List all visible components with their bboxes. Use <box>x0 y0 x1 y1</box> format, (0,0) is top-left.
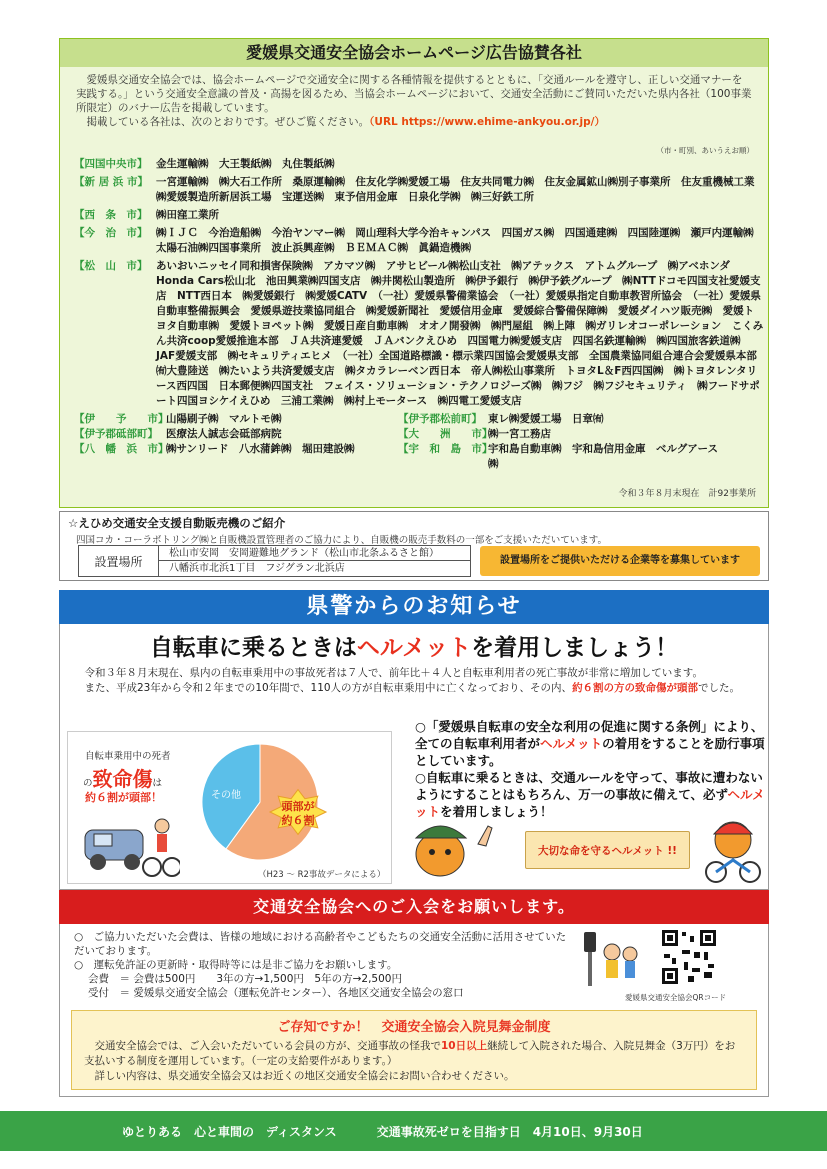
mascot-eye <box>429 849 435 855</box>
headline-part: 自転車に乗るときは <box>149 635 357 661</box>
sponsor-title: 愛媛県交通安全協会ホームページ広告協賛各社 <box>60 39 768 67</box>
bike-wheel <box>143 858 161 876</box>
area-label: 【西 条 市】 <box>74 209 148 221</box>
sponsor-list-note: 掲載している各社は、次のとおりです。ぜひご覧ください。 <box>86 116 370 128</box>
hospital-benefit-title: ご存知ですか！ 交通安全協会入院見舞金制度 <box>277 1020 551 1035</box>
police-banner: 県警からのお知らせ <box>59 590 769 624</box>
area-companies: ㈱ＩＪＣ 今治造船㈱ 今治ヤンマー㈱ 岡山理科大学今治キャンパス 四国ガス㈱ 四国通建㈱ 四国陸運㈱ 瀬戸内運輸㈱ 太陽石油㈱四国事業所 波止浜興産㈱ ＢＥＭＡＣ㈱ 眞鍋造機㈱ <box>156 227 765 254</box>
area-row <box>74 175 764 205</box>
area-row <box>74 226 764 256</box>
slogan-scroll: 大切な命を守るヘルメット !! <box>525 831 690 869</box>
police-mascot-illustration <box>408 814 520 884</box>
area-pair-row <box>74 412 764 427</box>
child-body <box>625 961 635 978</box>
area-label: 【伊予郡松前町】 <box>398 413 482 425</box>
homepage-url-link[interactable]: （URL https://www.ehime-ankyou.or.jp/） <box>369 116 605 128</box>
vending-description: 四国コカ・コーラボトリング㈱と自販機設置管理者のご協力により、自販機の販売手数料の一部をご支援いただいています。 <box>76 535 608 546</box>
hospital-benefit-text: 交通安全協会では、ご入会いただいている会員の方が、交通事故の怪我で10日以上継続して入院された場合、入院見舞金（3万円）をお支払いする制度を運用しています。（一定の支給要件があります。） <box>84 1040 736 1067</box>
sponsor-section <box>59 38 769 508</box>
area-label: 【四国中央市】 <box>74 158 148 170</box>
area-companies: ㈱一宮工務店 <box>488 428 551 440</box>
emphasis-text: 約６割の方の致命傷が頭部 <box>572 682 699 694</box>
notice-item: ○自転車に乗るときは、交通ルールを守って、事故に遭わないようにすることはもちろん、万一の事故に備えて、必ずヘルメットを着用しましょう！ <box>415 770 765 819</box>
car-window <box>94 834 112 846</box>
area-label: 【宇 和 島 市】 <box>398 443 493 455</box>
membership-fee: 会費 ＝ 会費は500円 3年の方→1,500円 5年の方→2,500円 <box>88 973 402 985</box>
bike-wheel <box>163 858 180 876</box>
area-label: 【新 居 浜 市】 <box>74 176 148 188</box>
helmet-mascot-illustration <box>700 816 766 886</box>
vending-place: 松山市安岡 安岡避難地グランド（松山市北条ふるさと館） <box>159 546 470 561</box>
qr-code[interactable] <box>660 928 718 986</box>
area-label: 【今 治 市】 <box>74 227 148 239</box>
child-head <box>623 947 637 961</box>
membership-info <box>74 930 574 1000</box>
mascot-eye <box>445 849 451 855</box>
area-companies: 一宮運輸㈱ ㈱大石工作所 桑原運輸㈱ 住友化学㈱愛媛工場 住友共同電力㈱ 住友金属鉱山㈱別子事業所 住友重機械工業㈱愛媛製造所新居浜工場 宝運送㈱ 東予信用金庫 日泉化学㈱ ㈱三好鉄工所 <box>156 176 755 203</box>
pie-label-head: 頭部が <box>281 800 315 813</box>
pie-chart <box>188 740 338 865</box>
child-head <box>604 944 620 960</box>
area-label: 【八 幡 浜 市】 <box>74 443 169 455</box>
vending-recruit-banner: 設置場所をご提供いただける企業等を募集しています <box>480 546 760 576</box>
area-companies: 東レ㈱愛媛工場 日章㈲ <box>488 413 604 425</box>
pie-source-note: （H23 ～ R2事故データによる） <box>258 870 386 880</box>
area-companies: 医療法人誠志会砥部病院 <box>166 428 282 440</box>
vending-place: 八幡浜市北浜1丁目 フジグラン北浜店 <box>169 563 345 574</box>
pie-label-head-value: 約６割 <box>281 814 315 827</box>
children-crossing-illustration <box>580 928 640 988</box>
traffic-signal <box>584 932 596 952</box>
area-companies: あいおいニッセイ同和損害保険㈱ アカマツ㈱ アサヒビール㈱松山支社 ㈱アテックス アトムグループ ㈱アベホンダHonda Cars松山北 池田興業㈱四国支店 ㈱井関松山製造所 ㈱伊予銀行 ㈱伊予鉄グループ ㈱NTTドコモ四国支社愛媛支店 NTT西日本 ㈱愛媛銀行 ㈱愛媛CATV （一社）愛媛県警備業協会 （一社）愛媛県指定自動車教習所協会 （一社）愛媛県自動車整備振興会 愛媛県遊技業協同組合 ㈱愛媛新聞社 愛媛信用金庫 愛媛綜合警備保障㈱ 愛媛ダイハツ販売㈱ 愛媛トヨタ自動車㈱ 愛媛トヨペット㈱ 愛媛日産自動車㈱ オオノ開發㈱ ㈱門屋組 ㈱上陣 ㈱ガリレオコーポレーション こくみん共済coop愛媛推進本部 ＪＡ共済連愛媛 ＪＡバンクえひめ 四国電力㈱愛媛支店 四国名鉄運輸㈱ ㈱四国旅客鉄道㈱ JAF愛媛支部 ㈱セキュリティエヒメ （一社）全国道路標識・標示業四国協会愛媛県支部 全国農業協同組合連合会愛媛県本部 ㈲大豊陸送 ㈱たいよう共済愛媛支店 ㈱タカラレーベン西日本 帝人㈱松山事業所 トヨタL＆F西四国㈱ ㈱トヨタレンタリース西四国 日本郵便㈱四国支社 フェイス・ソリューション・テクノロジーズ㈱ ㈱フジ ㈱フジセキュリティ ㈱フードサポート四国ヨシケイえひめ 三浦工業㈱ ㈱村上モータース ㈱四電工愛媛支店 <box>156 260 768 407</box>
hospital-benefit-box <box>71 1010 757 1090</box>
child-body <box>606 960 618 978</box>
sponsor-intro-text: 愛媛県交通安全協会では、協会ホームページで交通安全に関する各種情報を提供するとともに、「交通ルールを遵守し、正しい交通マナーを実践する。」という交通安全意識の普及・高揚を図るため、当協会ホームページにおいて、交通安全活動にご賛同いただいた県内各社（100事業所限定）のバナー広告を掲載しています。 <box>76 74 752 114</box>
sponsor-intro-list-note <box>76 115 752 129</box>
membership-item: ○ 運転免許証の更新時・取得時等には是非ご協力をお願いします。 <box>74 959 398 971</box>
rider-head <box>155 819 169 833</box>
area-row <box>74 259 768 409</box>
qr-code-label: 愛媛県交通安全協会QRコード <box>625 993 727 1002</box>
pie-caption: の致命傷は <box>83 767 163 791</box>
area-pair-row <box>74 427 764 442</box>
footer-zero-day: 交通事故死ゼロを目指す日 4月10日、9月30日 <box>376 1124 643 1139</box>
car-wheel <box>124 854 140 870</box>
thumbs-up <box>478 826 492 846</box>
bike-frame <box>716 860 750 872</box>
helmet-notice <box>415 718 765 820</box>
vending-location-label: 設置場所 <box>79 546 159 576</box>
hospital-benefit-body <box>72 1035 756 1084</box>
mascot-cap <box>416 826 466 838</box>
area-pair-row <box>74 442 764 472</box>
area-companies: 宇和島自動車㈱ 宇和島信用金庫 ベルグアース㈱ <box>488 443 718 470</box>
membership-reception: 受付 ＝ 愛媛県交通安全協会（運転免許センター）、各地区交通安全協会の窓口 <box>88 987 464 999</box>
car-wheel <box>90 854 106 870</box>
membership-item: ○ ご協力いただいた会費は、皆様の地域における高齢者やこどもたちの交通安全活動に活用させていただいております。 <box>74 931 567 957</box>
hospital-benefit-contact: 詳しい内容は、県交通安全協会又はお近くの地区交通安全協会にお問い合わせください。 <box>94 1070 515 1082</box>
pie-label-other: その他 <box>211 790 241 801</box>
vending-section <box>59 511 769 581</box>
sponsor-area-list <box>74 157 768 472</box>
order-note: （市・町別、あいうえお順） <box>656 146 754 155</box>
area-companies: ㈱田窪工業所 <box>156 209 219 221</box>
helmet-headline <box>60 624 768 662</box>
area-label: 【伊 予 市】 <box>74 413 169 425</box>
headline-part: を着用しましょう！ <box>471 635 679 661</box>
mascot-helmet <box>714 823 752 834</box>
sponsor-intro <box>60 67 768 129</box>
police-paragraph: また、平成23年から令和２年までの10年間で、110人の方が自転車乗用中に亡くなっており、その内、約６割の方の致命傷が頭部でした。 <box>84 682 741 694</box>
area-companies: ㈱サンリード 八水蒲鉾㈱ 堀田建設㈱ <box>166 443 355 455</box>
notice-item: ○「愛媛県自転車の安全な利用の促進に関する条例」により、全ての自転車利用者がヘルメットの着用をすることを励行事項としています。 <box>415 719 765 768</box>
area-row <box>74 157 764 172</box>
car-bicycle-illustration <box>80 812 180 882</box>
headline-emphasis: ヘルメット <box>356 635 472 661</box>
police-section <box>59 624 769 890</box>
pie-caption: 自転車乗用中の死者 <box>85 751 171 762</box>
footer-slogan: ゆとりある 心と車間の ディスタンス <box>122 1124 337 1139</box>
membership-banner: 交通安全協会へのご入会をお願いします。 <box>59 890 769 924</box>
police-paragraph: 令和３年８月末現在、県内の自転車乗用中の事故死者は７人で、前年比＋４人と自転車利用者の死亡事故が非常に増加しています。 <box>84 667 703 679</box>
mascot-face <box>416 832 464 876</box>
membership-section <box>59 924 769 1097</box>
area-companies: 金生運輸㈱ 大王製紙㈱ 丸住製紙㈱ <box>156 158 335 170</box>
area-label: 【大 洲 市】 <box>398 428 493 440</box>
area-label: 【松 山 市】 <box>74 260 148 272</box>
vending-location-table <box>78 545 471 577</box>
pie-caption-emphasis: 約６割が頭部！ <box>85 791 162 804</box>
police-body <box>60 662 768 696</box>
pie-chart-panel <box>67 731 392 884</box>
area-label: 【伊予郡砥部町】 <box>74 428 158 440</box>
as-of-date: 令和３年８月末現在 計92事業所 <box>618 489 756 499</box>
rider-body <box>157 834 167 852</box>
area-companies: 山陽刷子㈱ マルトモ㈱ <box>166 413 282 425</box>
area-row <box>74 208 764 223</box>
footer-bar <box>0 1111 827 1151</box>
vending-title: ☆えひめ交通安全支援自動販売機のご紹介 <box>68 516 286 530</box>
